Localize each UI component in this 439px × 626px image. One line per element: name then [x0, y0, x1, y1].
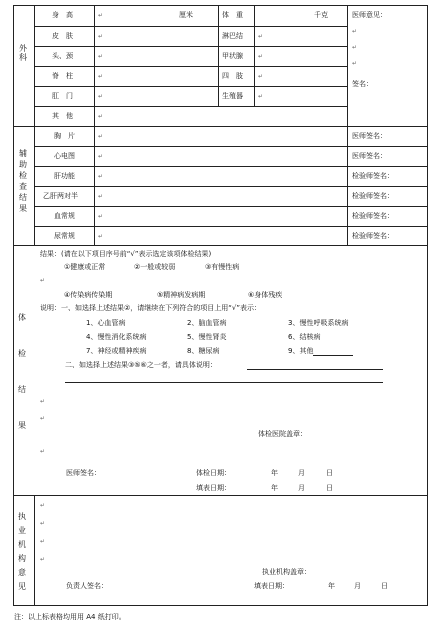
option-healthy[interactable]: ①健康或正常	[64, 263, 106, 271]
paragraph-mark: ↵	[352, 44, 358, 51]
disease-8[interactable]: 8、糖尿病	[187, 347, 220, 355]
paragraph-mark: ↵	[40, 556, 46, 563]
paragraph-mark: ↵	[98, 173, 104, 180]
paragraph-mark: ↵	[98, 53, 104, 60]
aux-signer-chest-xray: 医师签名：	[352, 132, 387, 140]
border-bottom	[13, 605, 428, 606]
exam-label-height: 身 高	[52, 11, 73, 19]
result-doctor-sign-label: 医师签名：	[66, 469, 101, 477]
note-one: 说明：一、如选择上述结果②，请继续在下列符合的项目上用“√”表示：	[40, 304, 261, 312]
paragraph-mark: ↵	[40, 448, 46, 455]
weight-label: 体 重	[222, 11, 243, 19]
aux-signer-liver: 检验师签名：	[352, 172, 394, 180]
border-right	[427, 5, 428, 606]
paragraph-mark: ↵	[40, 277, 46, 284]
paragraph-mark: ↵	[98, 33, 104, 40]
aux-signer-urine: 检验师签名：	[352, 232, 394, 240]
agency-fill-date-label: 填表日期：	[254, 582, 289, 590]
result-fill-date-year: 年	[271, 484, 278, 492]
aux-label-urine: 尿常规	[54, 232, 75, 240]
agency-fill-date-year: 年	[328, 582, 335, 590]
paragraph-mark: ↵	[40, 538, 46, 545]
disease-9[interactable]	[288, 347, 353, 356]
hospital-seal-label: 体检医院盖章：	[258, 430, 307, 438]
exam-label-divider	[94, 5, 95, 246]
exam-label-anus: 肛 门	[52, 92, 73, 100]
manager-sign-label: 负责人签名：	[66, 582, 108, 590]
exam-label-head-neck: 头、颈	[52, 52, 73, 60]
aux-row-line	[34, 206, 428, 207]
disease-4[interactable]: 4、慢性消化系统病	[86, 333, 147, 341]
paragraph-mark: ↵	[98, 113, 104, 120]
exam-row-line	[34, 106, 348, 107]
explain-line-1[interactable]	[247, 369, 383, 370]
exam-date-year: 年	[271, 469, 278, 477]
exam-label-skin: 皮 肤	[52, 32, 73, 40]
exam-row-line	[34, 66, 348, 67]
paragraph-mark: ↵	[40, 520, 46, 527]
note-two: 二、如选择上述结果③⑤⑥之一者，请具体说明：	[65, 361, 217, 369]
aux-label-blood: 血常规	[54, 212, 75, 220]
doctor-opinion-label: 医师意见：	[352, 11, 387, 19]
aux-signer-ecg: 医师签名：	[352, 152, 387, 160]
divider-result-agency	[13, 495, 428, 496]
exam-label-genitals: 生殖器	[222, 92, 243, 100]
aux-label-ecg: 心电图	[54, 152, 75, 160]
disease-3[interactable]: 3、慢性呼吸系统病	[288, 319, 349, 327]
exam-label-lymph: 淋巴结	[222, 32, 243, 40]
footnote: 注：以上标表格均用用 A4 纸打印。	[14, 613, 126, 621]
aux-row-line	[34, 186, 428, 187]
disease-5[interactable]: 5、慢性肾炎	[187, 333, 227, 341]
weight-unit: 千克	[314, 11, 328, 19]
agency-section-label: 执 业 机 构 意 见	[18, 512, 26, 591]
exam-sign-label: 签名：	[352, 80, 373, 88]
opinion-column-divider	[347, 5, 348, 246]
paragraph-mark: ↵	[98, 213, 104, 220]
option-weak[interactable]: ②一般或较弱	[134, 263, 176, 271]
disease-2[interactable]: 2、脑血管病	[187, 319, 227, 327]
paragraph-mark: ↵	[258, 33, 264, 40]
height-unit: 厘米	[179, 11, 193, 19]
exam-date-label: 体检日期：	[196, 469, 231, 477]
agency-fill-date-month: 月	[354, 582, 361, 590]
result-fill-date-label: 填表日期：	[196, 484, 231, 492]
divider-exam-aux	[13, 126, 428, 127]
paragraph-mark: ↵	[352, 60, 358, 67]
paragraph-mark: ↵	[98, 93, 104, 100]
exam-date-month: 月	[298, 469, 305, 477]
exam-row-line	[34, 86, 348, 87]
disease-9-label: 9、其他	[288, 347, 314, 355]
paragraph-mark: ↵	[98, 12, 104, 19]
disease-7[interactable]: 7、神经或精神疾病	[86, 347, 147, 355]
result-section-label: 体 检 结 果	[18, 313, 26, 430]
aux-row-line	[34, 166, 428, 167]
label-column-divider-agency	[34, 495, 35, 606]
aux-signer-hepatitis-b: 检验师签名：	[352, 192, 394, 200]
paragraph-mark: ↵	[98, 193, 104, 200]
border-left	[13, 5, 14, 606]
paragraph-mark: ↵	[40, 415, 46, 422]
exam-mid-divider	[218, 5, 219, 106]
aux-row-line	[34, 226, 428, 227]
agency-fill-date-day: 日	[381, 582, 388, 590]
other-disease-blank[interactable]	[313, 348, 353, 356]
paragraph-mark: ↵	[98, 73, 104, 80]
exam-mid-label-divider	[254, 5, 255, 106]
aux-row-line	[34, 146, 428, 147]
aux-signer-blood: 检验师签名：	[352, 212, 394, 220]
paragraph-mark: ↵	[352, 28, 358, 35]
aux-label-hepatitis-b: 乙肝两对半	[43, 192, 78, 200]
result-fill-date-month: 月	[298, 484, 305, 492]
option-contagious[interactable]: ④传染病传染期	[64, 291, 113, 299]
paragraph-mark: ↵	[258, 73, 264, 80]
option-chronic[interactable]: ③有慢性病	[205, 263, 240, 271]
option-mental[interactable]: ⑤精神病发病期	[157, 291, 206, 299]
exam-date-day: 日	[326, 469, 333, 477]
paragraph-mark: ↵	[40, 398, 46, 405]
paragraph-mark: ↵	[258, 93, 264, 100]
paragraph-mark: ↵	[98, 233, 104, 240]
exam-label-limbs: 四 肢	[222, 72, 243, 80]
divider-aux-result	[13, 245, 428, 246]
explain-line-2[interactable]	[65, 382, 383, 383]
paragraph-mark: ↵	[258, 53, 264, 60]
exam-row-line	[34, 26, 348, 27]
label-column-divider	[34, 5, 35, 246]
aux-label-liver: 肝功能	[54, 172, 75, 180]
paragraph-mark: ↵	[98, 153, 104, 160]
disease-6[interactable]: 6、结核病	[288, 333, 321, 341]
disease-1[interactable]: 1、心血管病	[86, 319, 126, 327]
aux-label-chest-xray: 胸 片	[54, 132, 75, 140]
option-disability[interactable]: ⑥身体残疾	[248, 291, 283, 299]
border-top	[13, 5, 428, 6]
exam-label-other: 其 他	[52, 112, 73, 120]
result-intro: 结果：(请在以下项目序号前“√”表示选定该项体检结果)	[40, 250, 212, 258]
result-fill-date-day: 日	[326, 484, 333, 492]
exam-section-label: 外 科	[19, 44, 27, 62]
exam-label-thyroid: 甲状腺	[222, 52, 243, 60]
aux-section-label: 辅 助 检 查 结 果	[19, 149, 27, 213]
paragraph-mark: ↵	[98, 133, 104, 140]
exam-label-spine: 脊 柱	[52, 72, 73, 80]
agency-seal-label: 执业机构盖章：	[262, 568, 311, 576]
paragraph-mark: ↵	[40, 502, 46, 509]
exam-row-line	[34, 46, 348, 47]
